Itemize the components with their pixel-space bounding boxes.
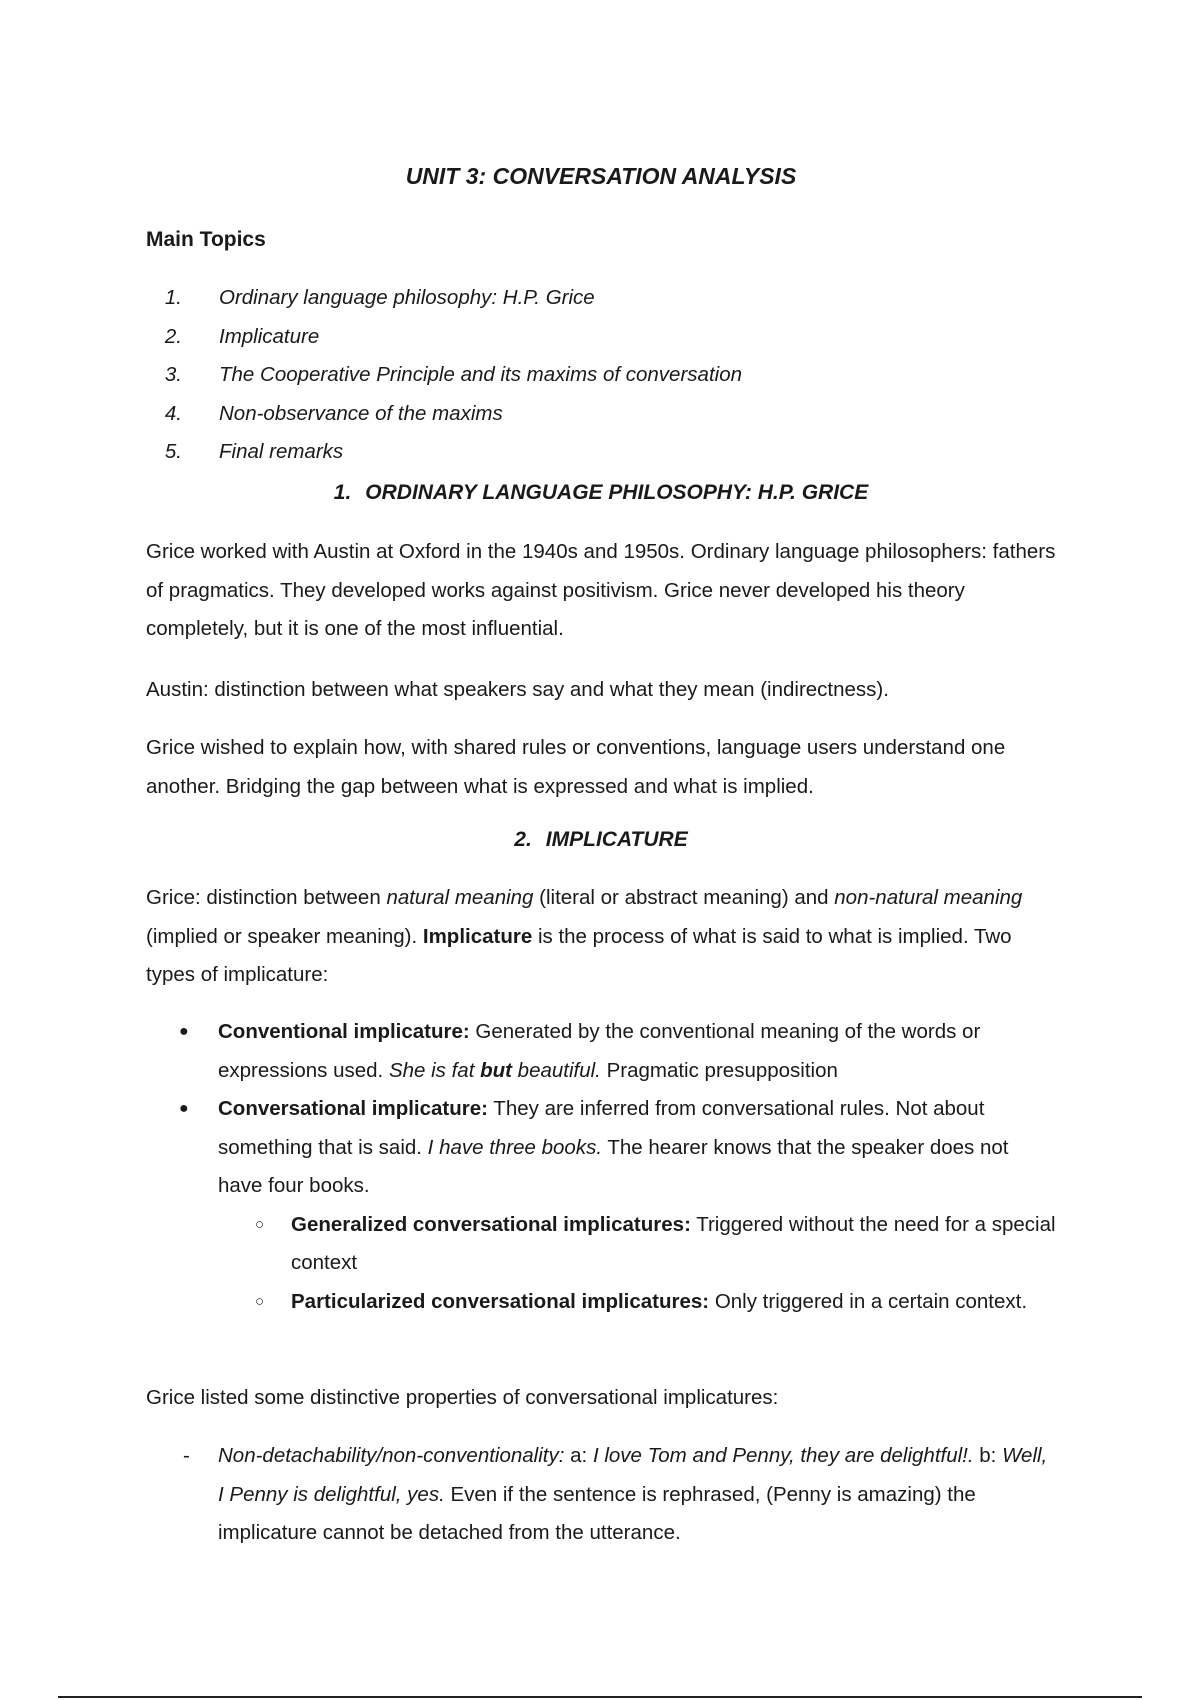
item-label: Non-detachability/non-conventionality: <box>218 1444 565 1467</box>
dash-bullet-icon: - <box>183 1444 190 1467</box>
circle-bullet-icon: ○ <box>255 1215 265 1233</box>
example-text: I love Tom and Penny, they are delightful!. <box>592 1444 974 1467</box>
paragraph-natural-meaning <box>146 879 1056 995</box>
text-run: Triggered without the need for a special context <box>291 1212 1056 1274</box>
paragraph-properties-intro: Grice listed some distinctive properties of conversational implicatures: <box>146 1386 779 1409</box>
list-item-generalized <box>255 1206 1056 1283</box>
text-run: Generated by the conventional meaning of the words or expressions used. <box>218 1020 981 1082</box>
item-number: 1. <box>164 286 182 309</box>
example-emphasis: but <box>480 1058 512 1082</box>
term-natural-meaning: natural meaning <box>386 886 534 909</box>
text-run: Even if the sentence is rephrased, (Penny is amazing) the implicature cannot be detached from the utterance. <box>218 1482 976 1544</box>
item-number: 3. <box>164 363 182 386</box>
section-title: ORDINARY LANGUAGE PHILOSOPHY: H.P. GRICE <box>365 481 869 504</box>
bullet-icon: ● <box>179 1100 189 1117</box>
text-run: (literal or abstract meaning) and <box>533 886 835 909</box>
list-item <box>146 356 742 395</box>
text-run: is the process of what is said to what is implied. Two types of implicature: <box>146 924 1012 986</box>
list-item-nondetachability <box>183 1437 1056 1553</box>
list-item <box>146 318 742 357</box>
list-item <box>146 395 742 434</box>
text-run: They are inferred from conversational rules. Not about something that is said. <box>218 1097 985 1159</box>
list-item-conventional <box>179 1013 1056 1090</box>
text-run: The hearer knows that the speaker does not have four books. <box>218 1135 1009 1197</box>
item-text: Final remarks <box>219 440 344 463</box>
main-topics-label: Main Topics <box>146 228 266 251</box>
item-label: Particularized conversational implicatures: <box>291 1289 710 1313</box>
text-run: b: <box>973 1444 1003 1467</box>
bullet-icon: ● <box>179 1023 189 1040</box>
item-text: The Cooperative Principle and its maxims of conversation <box>219 363 742 386</box>
item-label: Generalized conversational implicatures: <box>291 1212 691 1236</box>
item-number: 2. <box>164 324 182 348</box>
list-item-conversational <box>179 1090 1056 1321</box>
conversational-subtypes-list <box>218 1206 1056 1322</box>
section-title: IMPLICATURE <box>545 828 688 851</box>
document-title: UNIT 3: CONVERSATION ANALYSIS <box>405 163 797 189</box>
list-item <box>146 279 742 318</box>
example-text: I have three books. <box>427 1135 603 1159</box>
page-bottom-rule <box>58 1696 1142 1698</box>
item-label: Conversational implicature: <box>218 1097 488 1120</box>
text-run: a: <box>564 1444 593 1467</box>
item-number: 4. <box>164 401 182 425</box>
example-text: Well, I Penny is delightful, yes. <box>218 1444 1048 1506</box>
paragraph-grice-austin: Grice worked with Austin at Oxford in the 1940s and 1950s. Ordinary language philosophers: fathers of pragmatics. They developed works against positivism. Grice never developed his theory completely, but it is one of the most influential. <box>146 540 1056 640</box>
item-number: 5. <box>164 440 182 463</box>
circle-bullet-icon: ○ <box>255 1292 265 1310</box>
text-run: (implied or speaker meaning). <box>146 924 423 948</box>
section-heading-grice <box>146 481 1056 505</box>
text-run: Only triggered in a certain context. <box>709 1289 1028 1313</box>
paragraph-austin-distinction: Austin: distinction between what speakers say and what they mean (indirectness). <box>146 678 889 701</box>
section-heading-implicature <box>146 828 1056 852</box>
properties-list <box>183 1437 1056 1553</box>
term-non-natural-meaning: non-natural meaning <box>834 886 1023 909</box>
paragraph-grice-explain: Grice wished to explain how, with shared rules or conventions, language users understand one another. Bridging the gap between what is expressed and what is implied. <box>146 736 1006 798</box>
item-label: Conventional implicature: <box>218 1020 470 1043</box>
item-text: Non-observance of the maxims <box>219 401 503 425</box>
item-text: Implicature <box>219 324 320 348</box>
text-run: Pragmatic presupposition <box>600 1058 838 1082</box>
text-run: Grice: distinction between <box>146 886 387 909</box>
section-number: 1. <box>333 481 352 504</box>
example-text: beautiful. <box>511 1058 601 1082</box>
term-implicature: Implicature <box>422 924 533 948</box>
example-text: She is fat <box>388 1058 481 1082</box>
list-item <box>146 433 742 472</box>
section-number: 2. <box>514 828 532 851</box>
implicature-types-list <box>179 1013 1056 1321</box>
item-text: Ordinary language philosophy: H.P. Grice <box>219 286 595 309</box>
list-item-particularized <box>255 1283 1056 1322</box>
topics-list <box>146 279 742 472</box>
